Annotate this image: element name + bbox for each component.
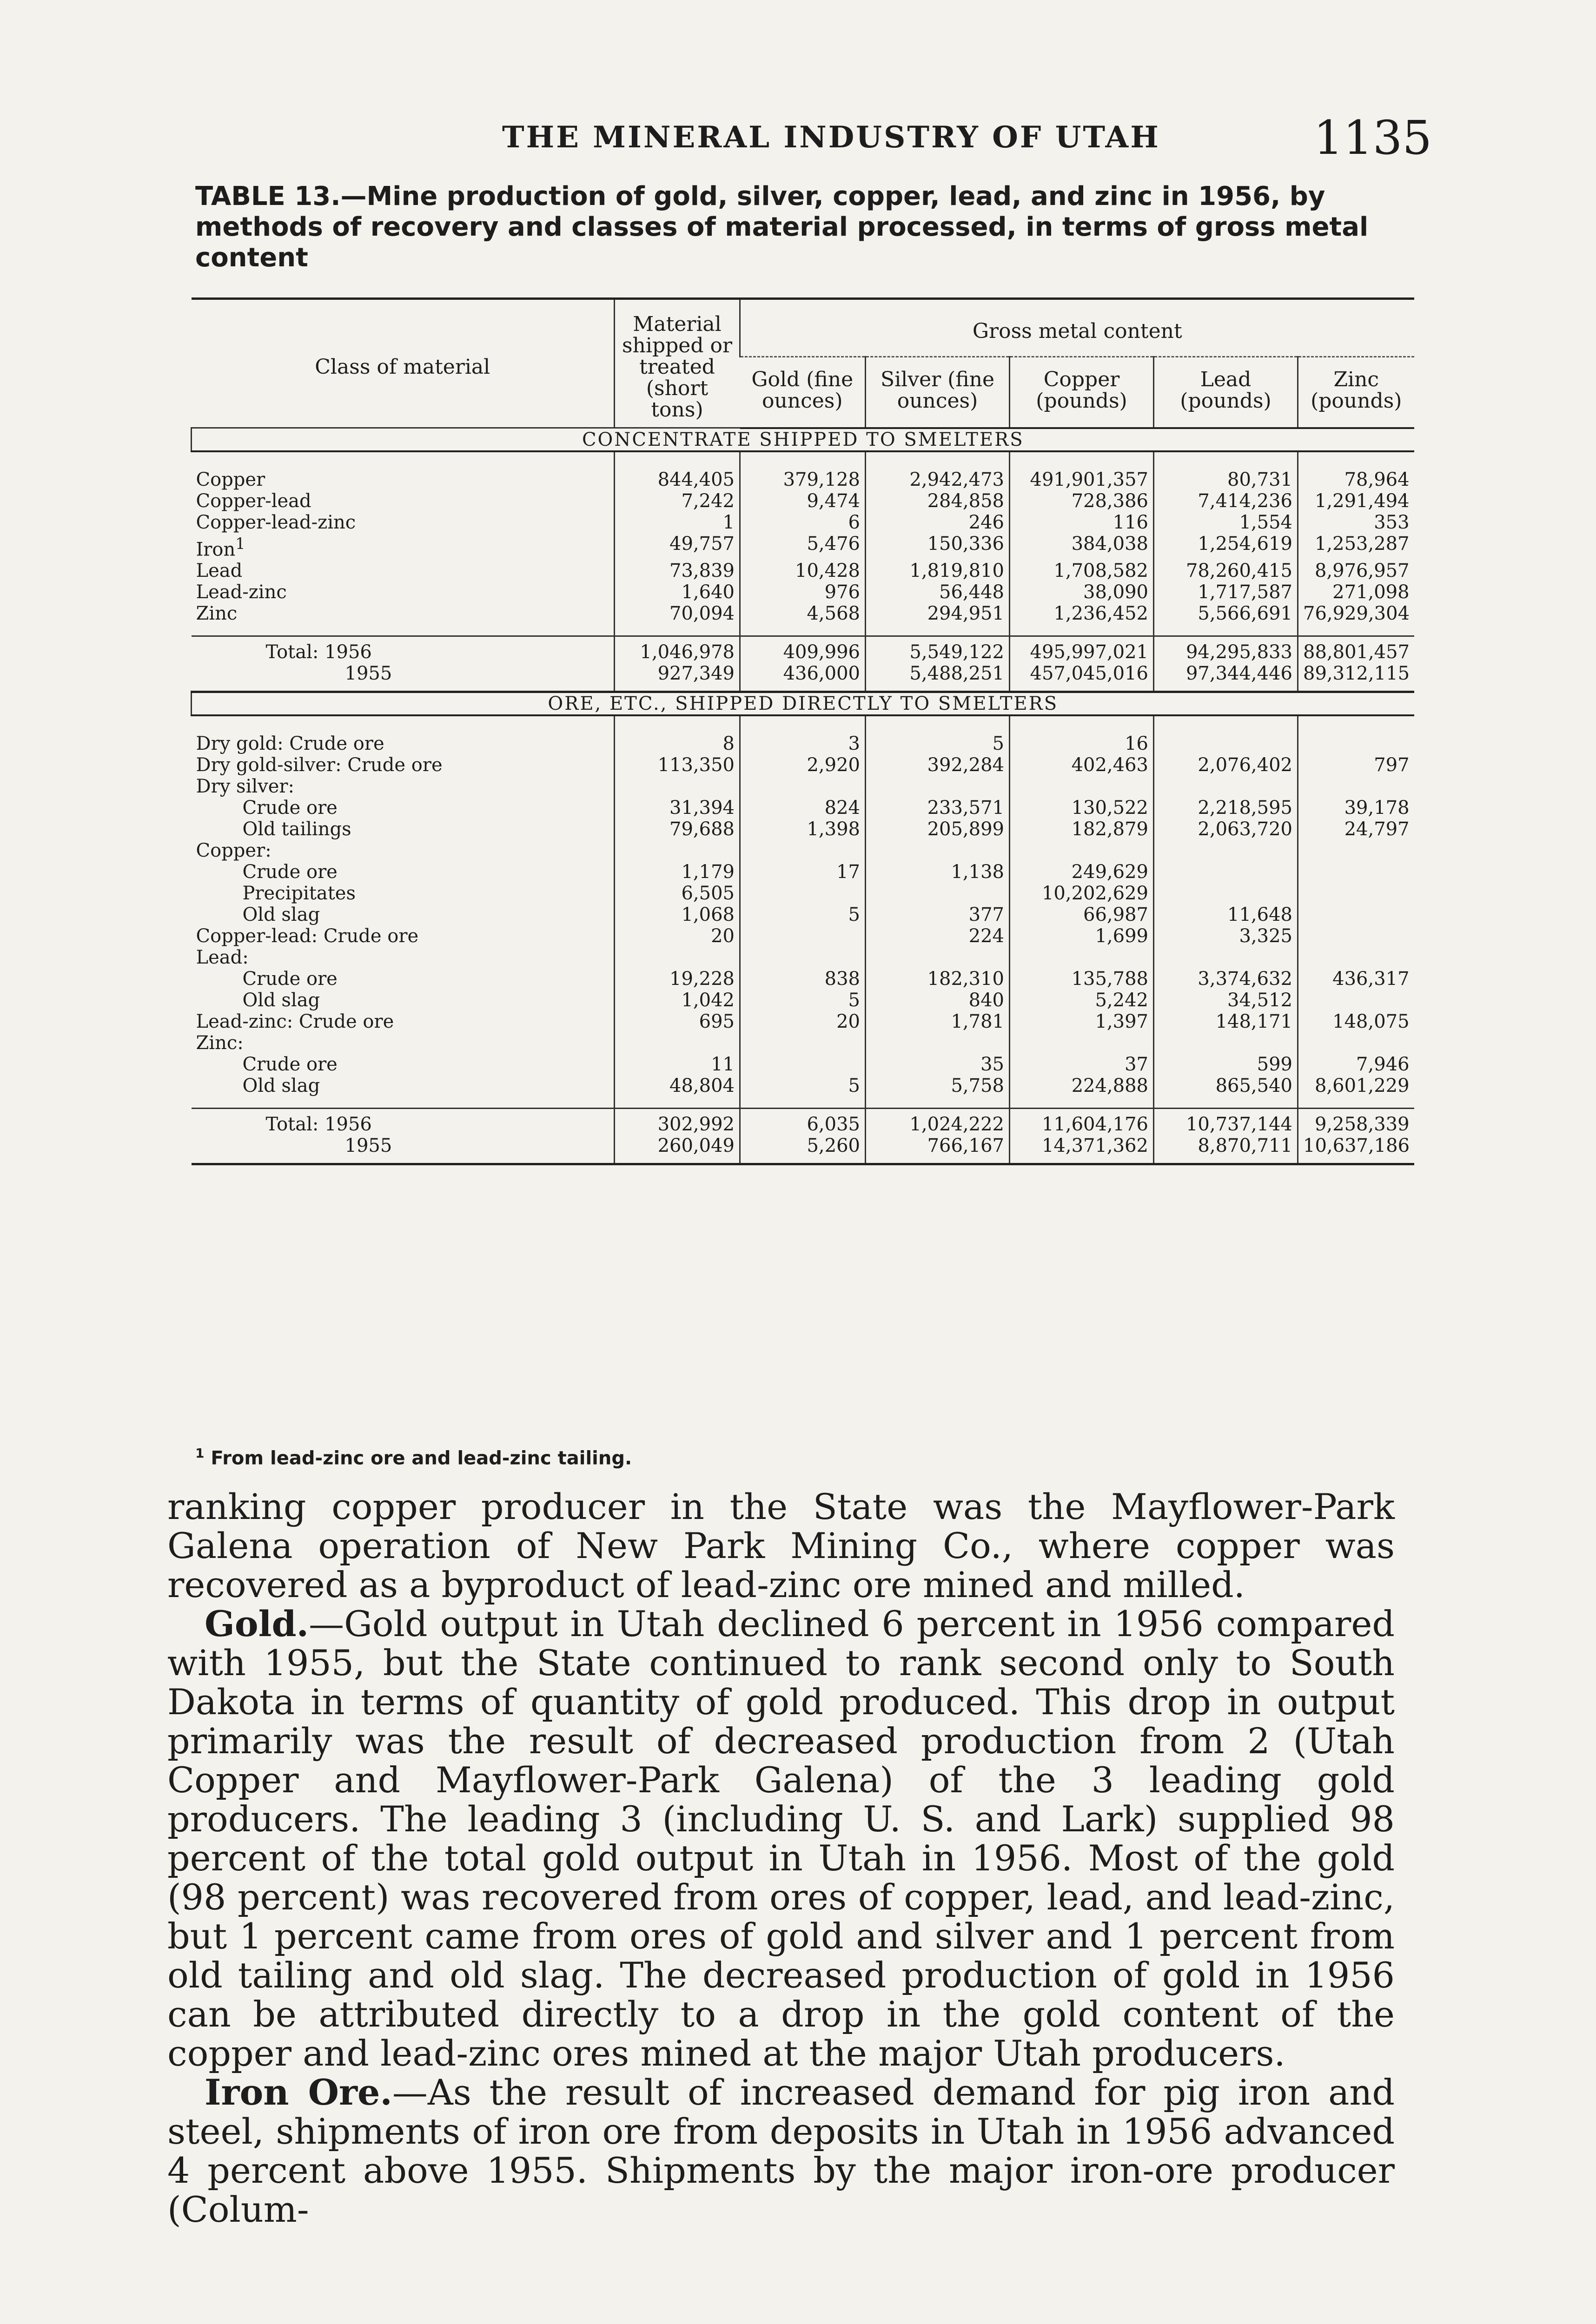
row-label-text: Zinc: — [196, 1032, 244, 1054]
cell-gold: 17 — [740, 861, 866, 883]
cell-lead — [1154, 883, 1298, 904]
cell-copper: 1,397 — [1010, 1011, 1154, 1032]
section-concentrate — [192, 428, 1414, 692]
row-label-text: Crude ore — [242, 968, 338, 990]
cell-silver: 56,448 — [866, 581, 1010, 603]
table-row — [192, 840, 1414, 861]
table-row — [192, 1075, 1414, 1109]
cell-lead — [1154, 1032, 1298, 1054]
table-row — [192, 819, 1414, 840]
section-title: ORE, ETC., SHIPPED DIRECTLY TO SMELTERS — [192, 692, 1414, 715]
row-label — [192, 904, 615, 925]
cell-copper: 249,629 — [1010, 861, 1154, 883]
row-label — [192, 861, 615, 883]
cell-lead: 3,325 — [1154, 925, 1298, 947]
cell-gold: 9,474 — [740, 490, 866, 512]
header-lead: Lead (pounds) — [1154, 357, 1298, 428]
table-row — [192, 451, 1414, 490]
row-label — [192, 776, 615, 797]
table-number: TABLE 13. — [195, 181, 341, 211]
header-material-shipped: Material shipped or treated (short tons) — [615, 299, 740, 428]
row-label-text: Old slag — [242, 1075, 320, 1096]
total-gold: 6,035 — [740, 1108, 866, 1135]
cell-silver: 392,284 — [866, 754, 1010, 776]
cell-zinc: 24,797 — [1298, 819, 1414, 840]
cell-gold: 4,568 — [740, 603, 866, 636]
total-lead: 8,870,711 — [1154, 1135, 1298, 1164]
total-row — [192, 1108, 1414, 1135]
total-zinc: 89,312,115 — [1298, 663, 1414, 692]
cell-copper: 66,987 — [1010, 904, 1154, 925]
cell-copper — [1010, 947, 1154, 968]
cell-silver: 840 — [866, 990, 1010, 1011]
table-row — [192, 715, 1414, 754]
cell-gold: 5 — [740, 904, 866, 925]
table-caption — [195, 181, 1432, 273]
paragraph-gold — [167, 1604, 1395, 2073]
table-footnote — [195, 1446, 1404, 1469]
row-label — [192, 797, 615, 819]
cell-material: 11 — [615, 1054, 740, 1075]
cell-copper: 38,090 — [1010, 581, 1154, 603]
total-lead: 10,737,144 — [1154, 1108, 1298, 1135]
cell-lead: 1,717,587 — [1154, 581, 1298, 603]
table-row — [192, 560, 1414, 581]
total-gold: 5,260 — [740, 1135, 866, 1164]
table-row — [192, 861, 1414, 883]
cell-zinc: 8,976,957 — [1298, 560, 1414, 581]
cell-silver: 377 — [866, 904, 1010, 925]
cell-material: 1,640 — [615, 581, 740, 603]
cell-silver: 5 — [866, 715, 1010, 754]
cell-lead: 80,731 — [1154, 451, 1298, 490]
cell-copper: 224,888 — [1010, 1075, 1154, 1109]
total-row — [192, 663, 1414, 692]
cell-zinc — [1298, 925, 1414, 947]
cell-zinc: 39,178 — [1298, 797, 1414, 819]
cell-gold: 1,398 — [740, 819, 866, 840]
cell-lead: 2,076,402 — [1154, 754, 1298, 776]
total-zinc: 10,637,186 — [1298, 1135, 1414, 1164]
cell-copper: 402,463 — [1010, 754, 1154, 776]
cell-material: 1,179 — [615, 861, 740, 883]
cell-zinc: 436,317 — [1298, 968, 1414, 990]
row-label — [192, 451, 615, 490]
cell-silver: 1,138 — [866, 861, 1010, 883]
total-copper: 11,604,176 — [1010, 1108, 1154, 1135]
row-label — [192, 1032, 615, 1054]
total-material: 927,349 — [615, 663, 740, 692]
cell-copper: 135,788 — [1010, 968, 1154, 990]
cell-zinc — [1298, 990, 1414, 1011]
cell-lead: 2,063,720 — [1154, 819, 1298, 840]
cell-material — [615, 1032, 740, 1054]
cell-material — [615, 947, 740, 968]
total-gold: 409,996 — [740, 636, 866, 663]
table-row — [192, 512, 1414, 533]
table-row — [192, 947, 1414, 968]
cell-copper — [1010, 1032, 1154, 1054]
cell-copper — [1010, 840, 1154, 861]
row-label — [192, 883, 615, 904]
row-label-text: Dry gold-silver: Crude ore — [196, 754, 443, 776]
cell-material: 48,804 — [615, 1075, 740, 1109]
cell-silver — [866, 1032, 1010, 1054]
cell-silver — [866, 947, 1010, 968]
row-label — [192, 754, 615, 776]
cell-copper: 491,901,357 — [1010, 451, 1154, 490]
cell-silver: 35 — [866, 1054, 1010, 1075]
table-row — [192, 1054, 1414, 1075]
row-label-text: Old tailings — [242, 818, 351, 840]
cell-copper: 130,522 — [1010, 797, 1154, 819]
cell-zinc: 8,601,229 — [1298, 1075, 1414, 1109]
cell-silver: 246 — [866, 512, 1010, 533]
cell-lead: 865,540 — [1154, 1075, 1298, 1109]
cell-silver: 233,571 — [866, 797, 1010, 819]
footnote-text: From lead-zinc ore and lead-zinc tailing. — [211, 1447, 632, 1469]
cell-lead — [1154, 776, 1298, 797]
cell-material: 49,757 — [615, 533, 740, 560]
cell-copper: 1,236,452 — [1010, 603, 1154, 636]
row-label — [192, 512, 615, 533]
section-title: CONCENTRATE SHIPPED TO SMELTERS — [192, 428, 1414, 451]
paragraph-gold-text: —Gold output in Utah declined 6 percent in 1956 compared with 1955, but the State continued to rank second only to South Dakota in terms of quantity of gold produced. This drop in output primarily was the result of decreased production from 2 (Utah Copper and Mayflower-Park Galena) of the 3 leading gold producers. The leading 3 (including U. S. and Lark) supplied 98 percent of the total gold output in Utah in 1956. Most of the gold (98 percent) was recovered from ores of copper, lead, and lead-zinc, but 1 percent came from ores of gold and silver and 1 percent from old tailing and old slag. The decreased production of gold in 1956 can be attributed directly to a drop in the gold content of the copper and lead-zinc ores mined at the major Utah producers. — [167, 1603, 1395, 2074]
total-zinc: 88,801,457 — [1298, 636, 1414, 663]
total-zinc: 9,258,339 — [1298, 1108, 1414, 1135]
row-label-text: Lead-zinc: Crude ore — [196, 1010, 394, 1032]
cell-lead: 2,218,595 — [1154, 797, 1298, 819]
page-number: 1135 — [1313, 111, 1432, 165]
cell-silver — [866, 776, 1010, 797]
row-label-text: Copper-lead: Crude ore — [196, 925, 419, 947]
cell-lead: 7,414,236 — [1154, 490, 1298, 512]
row-label-text: Precipitates — [242, 882, 356, 904]
cell-material: 695 — [615, 1011, 740, 1032]
run-in-heading-gold: Gold. — [205, 1603, 309, 1644]
total-silver: 5,488,251 — [866, 663, 1010, 692]
cell-copper — [1010, 776, 1154, 797]
table-row — [192, 776, 1414, 797]
cell-zinc — [1298, 1032, 1414, 1054]
table-row — [192, 990, 1414, 1011]
total-copper: 495,997,021 — [1010, 636, 1154, 663]
cell-copper: 37 — [1010, 1054, 1154, 1075]
cell-material: 844,405 — [615, 451, 740, 490]
body-text — [167, 1487, 1395, 2229]
cell-lead: 148,171 — [1154, 1011, 1298, 1032]
row-label-text: Copper — [196, 469, 265, 490]
row-label-text: Copper-lead-zinc — [196, 511, 356, 533]
cell-material — [615, 840, 740, 861]
row-label — [192, 1075, 615, 1109]
cell-material: 1,042 — [615, 990, 740, 1011]
cell-lead: 5,566,691 — [1154, 603, 1298, 636]
cell-lead: 11,648 — [1154, 904, 1298, 925]
cell-silver: 224 — [866, 925, 1010, 947]
footnote-marker: 1 — [195, 1446, 205, 1461]
cell-zinc: 797 — [1298, 754, 1414, 776]
cell-silver: 205,899 — [866, 819, 1010, 840]
run-in-heading-iron-ore: Iron Ore. — [205, 2072, 392, 2113]
production-table-container — [191, 297, 1413, 1165]
table-row — [192, 1011, 1414, 1032]
total-row — [192, 636, 1414, 663]
cell-silver: 1,819,810 — [866, 560, 1010, 581]
row-label-text: Copper: — [196, 839, 272, 861]
cell-gold — [740, 947, 866, 968]
cell-copper: 182,879 — [1010, 819, 1154, 840]
cell-silver: 284,858 — [866, 490, 1010, 512]
cell-lead — [1154, 861, 1298, 883]
row-label-text: Dry silver: — [196, 775, 294, 797]
table-row — [192, 797, 1414, 819]
cell-lead: 78,260,415 — [1154, 560, 1298, 581]
row-label — [192, 603, 615, 636]
table-row — [192, 533, 1414, 560]
cell-silver: 182,310 — [866, 968, 1010, 990]
cell-material: 6,505 — [615, 883, 740, 904]
row-label-text: Crude ore — [242, 1053, 338, 1075]
production-table — [191, 297, 1414, 1165]
total-label: 1955 — [192, 663, 615, 692]
cell-silver: 2,942,473 — [866, 451, 1010, 490]
row-label — [192, 819, 615, 840]
cell-gold: 824 — [740, 797, 866, 819]
row-label — [192, 1011, 615, 1032]
cell-gold: 20 — [740, 1011, 866, 1032]
total-label: 1955 — [192, 1135, 615, 1164]
row-label-text: Crude ore — [242, 861, 338, 883]
total-copper: 457,045,016 — [1010, 663, 1154, 692]
cell-zinc — [1298, 840, 1414, 861]
cell-copper: 384,038 — [1010, 533, 1154, 560]
cell-gold: 976 — [740, 581, 866, 603]
cell-lead: 34,512 — [1154, 990, 1298, 1011]
cell-silver: 150,336 — [866, 533, 1010, 560]
cell-material: 73,839 — [615, 560, 740, 581]
row-label-text: Old slag — [242, 904, 320, 925]
header-copper: Copper (pounds) — [1010, 357, 1154, 428]
cell-zinc: 271,098 — [1298, 581, 1414, 603]
cell-lead: 1,254,619 — [1154, 533, 1298, 560]
total-label: Total: 1956 — [192, 636, 615, 663]
cell-gold — [740, 925, 866, 947]
table-row — [192, 925, 1414, 947]
row-label — [192, 968, 615, 990]
total-silver: 5,549,122 — [866, 636, 1010, 663]
table-title: —Mine production of gold, silver, copper, lead, and zinc in 1956, by methods of recovery and classes of material processed, in terms of gross metal content — [195, 181, 1369, 273]
cell-silver — [866, 840, 1010, 861]
cell-zinc — [1298, 715, 1414, 754]
footnote-ref: 1 — [235, 534, 245, 553]
cell-copper: 116 — [1010, 512, 1154, 533]
cell-gold: 5,476 — [740, 533, 866, 560]
cell-zinc: 7,946 — [1298, 1054, 1414, 1075]
cell-lead: 599 — [1154, 1054, 1298, 1075]
cell-zinc: 148,075 — [1298, 1011, 1414, 1032]
cell-material: 7,242 — [615, 490, 740, 512]
header-gross-metal-content: Gross metal content — [740, 299, 1414, 357]
total-gold: 436,000 — [740, 663, 866, 692]
running-title: THE MINERAL INDUSTRY OF UTAH — [502, 120, 1160, 155]
total-row — [192, 1135, 1414, 1164]
header-gold: Gold (fine ounces) — [740, 357, 866, 428]
cell-zinc — [1298, 861, 1414, 883]
cell-gold: 5 — [740, 990, 866, 1011]
cell-material: 70,094 — [615, 603, 740, 636]
cell-gold: 6 — [740, 512, 866, 533]
total-material: 302,992 — [615, 1108, 740, 1135]
row-label — [192, 947, 615, 968]
cell-zinc: 76,929,304 — [1298, 603, 1414, 636]
cell-gold: 5 — [740, 1075, 866, 1109]
table-row — [192, 1032, 1414, 1054]
cell-material: 113,350 — [615, 754, 740, 776]
table-row — [192, 581, 1414, 603]
row-label-text: Copper-lead — [196, 490, 311, 512]
row-label — [192, 581, 615, 603]
row-label — [192, 533, 615, 560]
row-label — [192, 1054, 615, 1075]
total-material: 1,046,978 — [615, 636, 740, 663]
cell-material: 31,394 — [615, 797, 740, 819]
table-row — [192, 603, 1414, 636]
cell-zinc: 353 — [1298, 512, 1414, 533]
row-label-text: Zinc — [196, 602, 238, 624]
cell-zinc — [1298, 883, 1414, 904]
cell-lead — [1154, 715, 1298, 754]
cell-material: 79,688 — [615, 819, 740, 840]
row-label — [192, 840, 615, 861]
cell-zinc: 1,291,494 — [1298, 490, 1414, 512]
cell-gold — [740, 776, 866, 797]
total-lead: 97,344,446 — [1154, 663, 1298, 692]
table-row — [192, 883, 1414, 904]
table-row — [192, 904, 1414, 925]
total-silver: 1,024,222 — [866, 1108, 1010, 1135]
cell-lead: 1,554 — [1154, 512, 1298, 533]
row-label — [192, 490, 615, 512]
header-class-of-material: Class of material — [192, 299, 615, 428]
cell-gold: 2,920 — [740, 754, 866, 776]
table-row — [192, 490, 1414, 512]
cell-silver — [866, 883, 1010, 904]
row-label-text: Lead — [196, 560, 243, 581]
paragraph-iron-ore-text: —As the result of increased demand for pig iron and steel, shipments of iron ore from deposits in Utah in 1956 advanced 4 percent above 1955. Shipments by the major iron-ore producer (Colum- — [167, 2072, 1395, 2230]
cell-zinc — [1298, 904, 1414, 925]
cell-silver: 5,758 — [866, 1075, 1010, 1109]
row-label-text: Lead: — [196, 946, 249, 968]
row-label — [192, 560, 615, 581]
cell-zinc — [1298, 947, 1414, 968]
cell-material: 1,068 — [615, 904, 740, 925]
header-silver: Silver (fine ounces) — [866, 357, 1010, 428]
cell-gold — [740, 883, 866, 904]
cell-material: 8 — [615, 715, 740, 754]
cell-gold — [740, 840, 866, 861]
section-ore — [192, 692, 1414, 1164]
cell-gold — [740, 1054, 866, 1075]
cell-copper: 1,708,582 — [1010, 560, 1154, 581]
cell-lead — [1154, 947, 1298, 968]
table-row — [192, 754, 1414, 776]
cell-gold: 379,128 — [740, 451, 866, 490]
cell-copper: 728,386 — [1010, 490, 1154, 512]
cell-silver: 294,951 — [866, 603, 1010, 636]
header-zinc: Zinc (pounds) — [1298, 357, 1414, 428]
paragraph-iron-ore — [167, 2073, 1395, 2229]
total-material: 260,049 — [615, 1135, 740, 1164]
cell-lead — [1154, 840, 1298, 861]
total-silver: 766,167 — [866, 1135, 1010, 1164]
cell-material: 1 — [615, 512, 740, 533]
cell-silver: 1,781 — [866, 1011, 1010, 1032]
cell-gold: 3 — [740, 715, 866, 754]
cell-zinc — [1298, 776, 1414, 797]
cell-gold — [740, 1032, 866, 1054]
cell-copper: 16 — [1010, 715, 1154, 754]
row-label — [192, 925, 615, 947]
cell-copper: 10,202,629 — [1010, 883, 1154, 904]
cell-gold: 838 — [740, 968, 866, 990]
total-copper: 14,371,362 — [1010, 1135, 1154, 1164]
row-label — [192, 990, 615, 1011]
row-label-text: Crude ore — [242, 797, 338, 819]
cell-lead: 3,374,632 — [1154, 968, 1298, 990]
cell-zinc: 78,964 — [1298, 451, 1414, 490]
cell-copper: 5,242 — [1010, 990, 1154, 1011]
cell-material: 19,228 — [615, 968, 740, 990]
row-label-text: Dry gold: Crude ore — [196, 733, 384, 754]
total-label: Total: 1956 — [192, 1108, 615, 1135]
total-lead: 94,295,833 — [1154, 636, 1298, 663]
cell-material — [615, 776, 740, 797]
row-label-text: Old slag — [242, 989, 320, 1011]
cell-material: 20 — [615, 925, 740, 947]
paragraph-copper-continued: ranking copper producer in the State was the Mayflower-Park Galena operation of New Park Mining Co., where copper was recovered as a byproduct of lead-zinc ore mined and milled. — [167, 1486, 1395, 1605]
running-head — [177, 111, 1432, 166]
cell-gold: 10,428 — [740, 560, 866, 581]
table-row — [192, 968, 1414, 990]
row-label-text: Lead-zinc — [196, 581, 287, 603]
row-label — [192, 715, 615, 754]
cell-copper: 1,699 — [1010, 925, 1154, 947]
cell-zinc: 1,253,287 — [1298, 533, 1414, 560]
row-label-text: Iron — [196, 538, 236, 560]
